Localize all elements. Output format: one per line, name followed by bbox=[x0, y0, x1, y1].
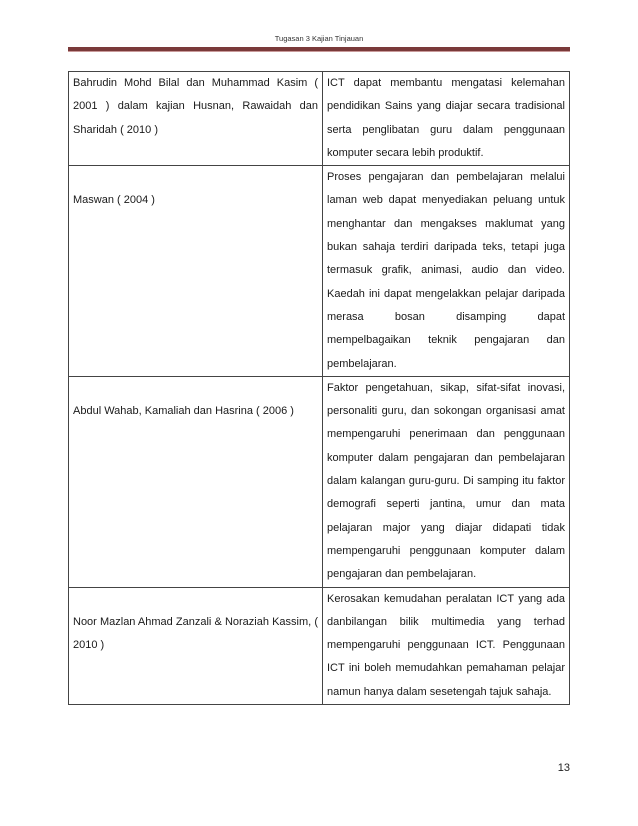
finding-cell bbox=[323, 376, 570, 587]
author-cell bbox=[69, 72, 323, 166]
author-cell bbox=[69, 376, 323, 587]
author-cell bbox=[69, 587, 323, 704]
table-row bbox=[69, 166, 570, 377]
table-row bbox=[69, 587, 570, 704]
page-number: 13 bbox=[557, 762, 570, 774]
finding-text: Kerosakan kemudahan peralatan ICT yang ada danbilangan bilik multimedia yang terhad mempengaruhi penggunaan ICT. Penggunaan ICT ini boleh memudahkan pemahaman pelajar namun hanya dalam sesetengah tajuk sahaja. bbox=[327, 592, 565, 698]
literature-review-table bbox=[68, 71, 570, 705]
table-row bbox=[69, 376, 570, 587]
finding-cell bbox=[323, 72, 570, 166]
finding-cell bbox=[323, 587, 570, 704]
author-text: Bahrudin Mohd Bilal dan Muhammad Kasim ( 2001 ) dalam kajian Husnan, Rawaidah dan Sharidah ( 2010 ) bbox=[73, 77, 318, 136]
header-divider bbox=[68, 47, 570, 52]
author-text: Abdul Wahab, Kamaliah dan Hasrina ( 2006 ) bbox=[73, 404, 294, 417]
author-text: Noor Mazlan Ahmad Zanzali & Noraziah Kassim, ( 2010 ) bbox=[73, 615, 318, 651]
page-header-title: Tugasan 3 Kajian Tinjauan bbox=[274, 34, 364, 43]
author-cell bbox=[69, 166, 323, 377]
finding-text: Faktor pengetahuan, sikap, sifat-sifat inovasi, personaliti guru, dan sokongan organisasi amat mempengaruhi penerimaan dan penggunaan komputer dalam pengajaran dan pembelajaran dalam kalangan guru-guru. Di samping itu faktor demografi seperti jantina, umur dan mata pelajaran major yang diajar didapati tidak mempengaruhi penggunaan komputer dalam pengajaran dan pembelajaran. bbox=[327, 381, 565, 581]
finding-cell bbox=[323, 166, 570, 377]
finding-text: ICT dapat membantu mengatasi kelemahan pendidikan Sains yang diajar secara tradisional serta penglibatan guru dalam penggunaan komputer secara lebih produktif. bbox=[327, 77, 565, 159]
author-text: Maswan ( 2004 ) bbox=[73, 194, 155, 207]
table-row bbox=[69, 72, 570, 166]
finding-text: Proses pengajaran dan pembelajaran melalui laman web dapat menyediakan peluang untuk menghantar dan mengakses maklumat yang bukan sahaja terdiri daripada teks, tetapi juga termasuk grafik, animasi, audio dan video. Kaedah ini dapat mengelakkan pelajar daripada merasa bosan disamping dapat mempelbagaikan teknik pengajaran dan pembelajaran. bbox=[327, 171, 565, 370]
